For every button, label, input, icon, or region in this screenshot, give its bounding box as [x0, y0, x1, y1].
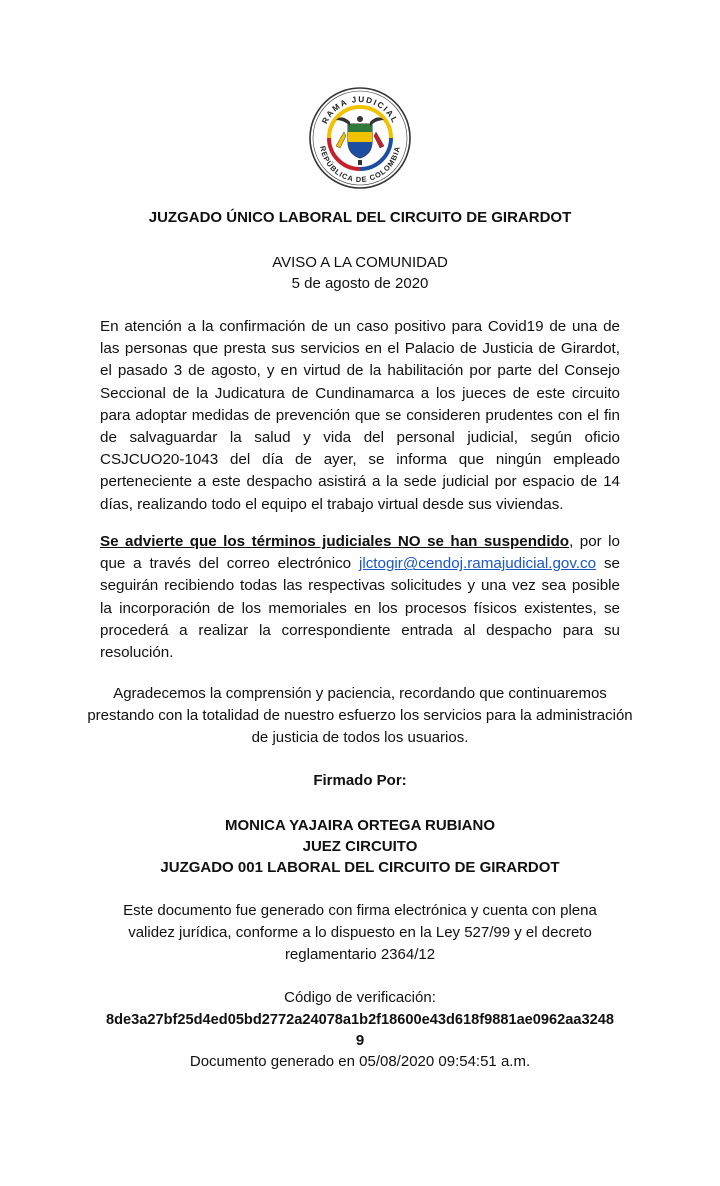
seal-bottom-text: REPÚBLICA DE COLOMBIA — [318, 145, 402, 185]
notice-date: 5 de agosto de 2020 — [291, 275, 429, 292]
signer-name: MONICA YAJAIRA ORTEGA RUBIANO — [224, 817, 496, 834]
seal-top-text: RAMA JUDICIAL — [320, 94, 400, 126]
paragraph-announcement: En atención a la confirmación de un caso positivo para Covid19 de una de las personas que presta sus servicios en el Palacio de Justicia de Girardot, el pasado 3 de agosto, y en virtud de la habilitación por parte del Consejo Seccional de la Judicatura de Cundinamarca a los jueces de este circuito para adoptar medidas de prevención que se consideren prudentes con el fin de salvaguardar la salud y vida del personal judicial, según oficio CSJCUO20-1043 del día de ayer, se informa que ningún empleado perteneciente a este despacho asistirá a la sede judicial por espacio de 14 días, realizando todo el equipo el trabajo virtual desde sus viviendas. — [100, 318, 620, 513]
paragraph2-text-before-email: , por lo que a través del correo electrónico — [100, 533, 620, 573]
court-email-link[interactable]: jlctogir@cendoj.ramajudicial.gov.co — [358, 555, 597, 573]
signer-role: JUEZ CIRCUITO — [302, 838, 418, 855]
generated-timestamp: Documento generado en 05/08/2020 09:54:51 a.m. — [189, 1053, 531, 1070]
paragraph-terms-notice — [100, 531, 620, 664]
signer-court: JUZGADO 001 LABORAL DEL CIRCUITO DE GIRARDOT — [160, 859, 560, 876]
terms-not-suspended-emphasis: Se advierte que los términos judiciales NO se han suspendido — [100, 533, 570, 550]
rama-judicial-seal-logo — [306, 84, 414, 192]
court-heading: JUZGADO ÚNICO LABORAL DEL CIRCUITO DE GIRARDOT — [148, 209, 572, 226]
signed-by-label: Firmado Por: — [313, 772, 407, 789]
notice-title: AVISO A LA COMUNIDAD — [272, 254, 448, 271]
paragraph2-text-after-email: se seguirán recibiendo todas las respectivas solicitudes y una vez sea posible la incorporación de los memoriales en los procesos físicos existentes, se procederá a realizar la correspondiente entrada al despacho para su resolución. — [100, 555, 620, 662]
verification-code-continuation: 9 — [355, 1032, 365, 1049]
paragraph-thanks: Agradecemos la comprensión y paciencia, recordando que continuaremos prestando con la totalidad de nuestro esfuerzo los servicios para la administración de justicia de todos los usuarios. — [87, 685, 633, 746]
verification-label: Código de verificación: — [284, 989, 436, 1006]
verification-code: 8de3a27bf25d4ed05bd2772a24078a1b2f18600e43d618f9881ae0962aa3248 — [106, 1012, 614, 1028]
electronic-signature-note: Este documento fue generado con firma electrónica y cuenta con plena validez jurídica, conforme a lo dispuesto en la Ley 527/99 y el decreto reglamentario 2364/12 — [123, 902, 597, 963]
